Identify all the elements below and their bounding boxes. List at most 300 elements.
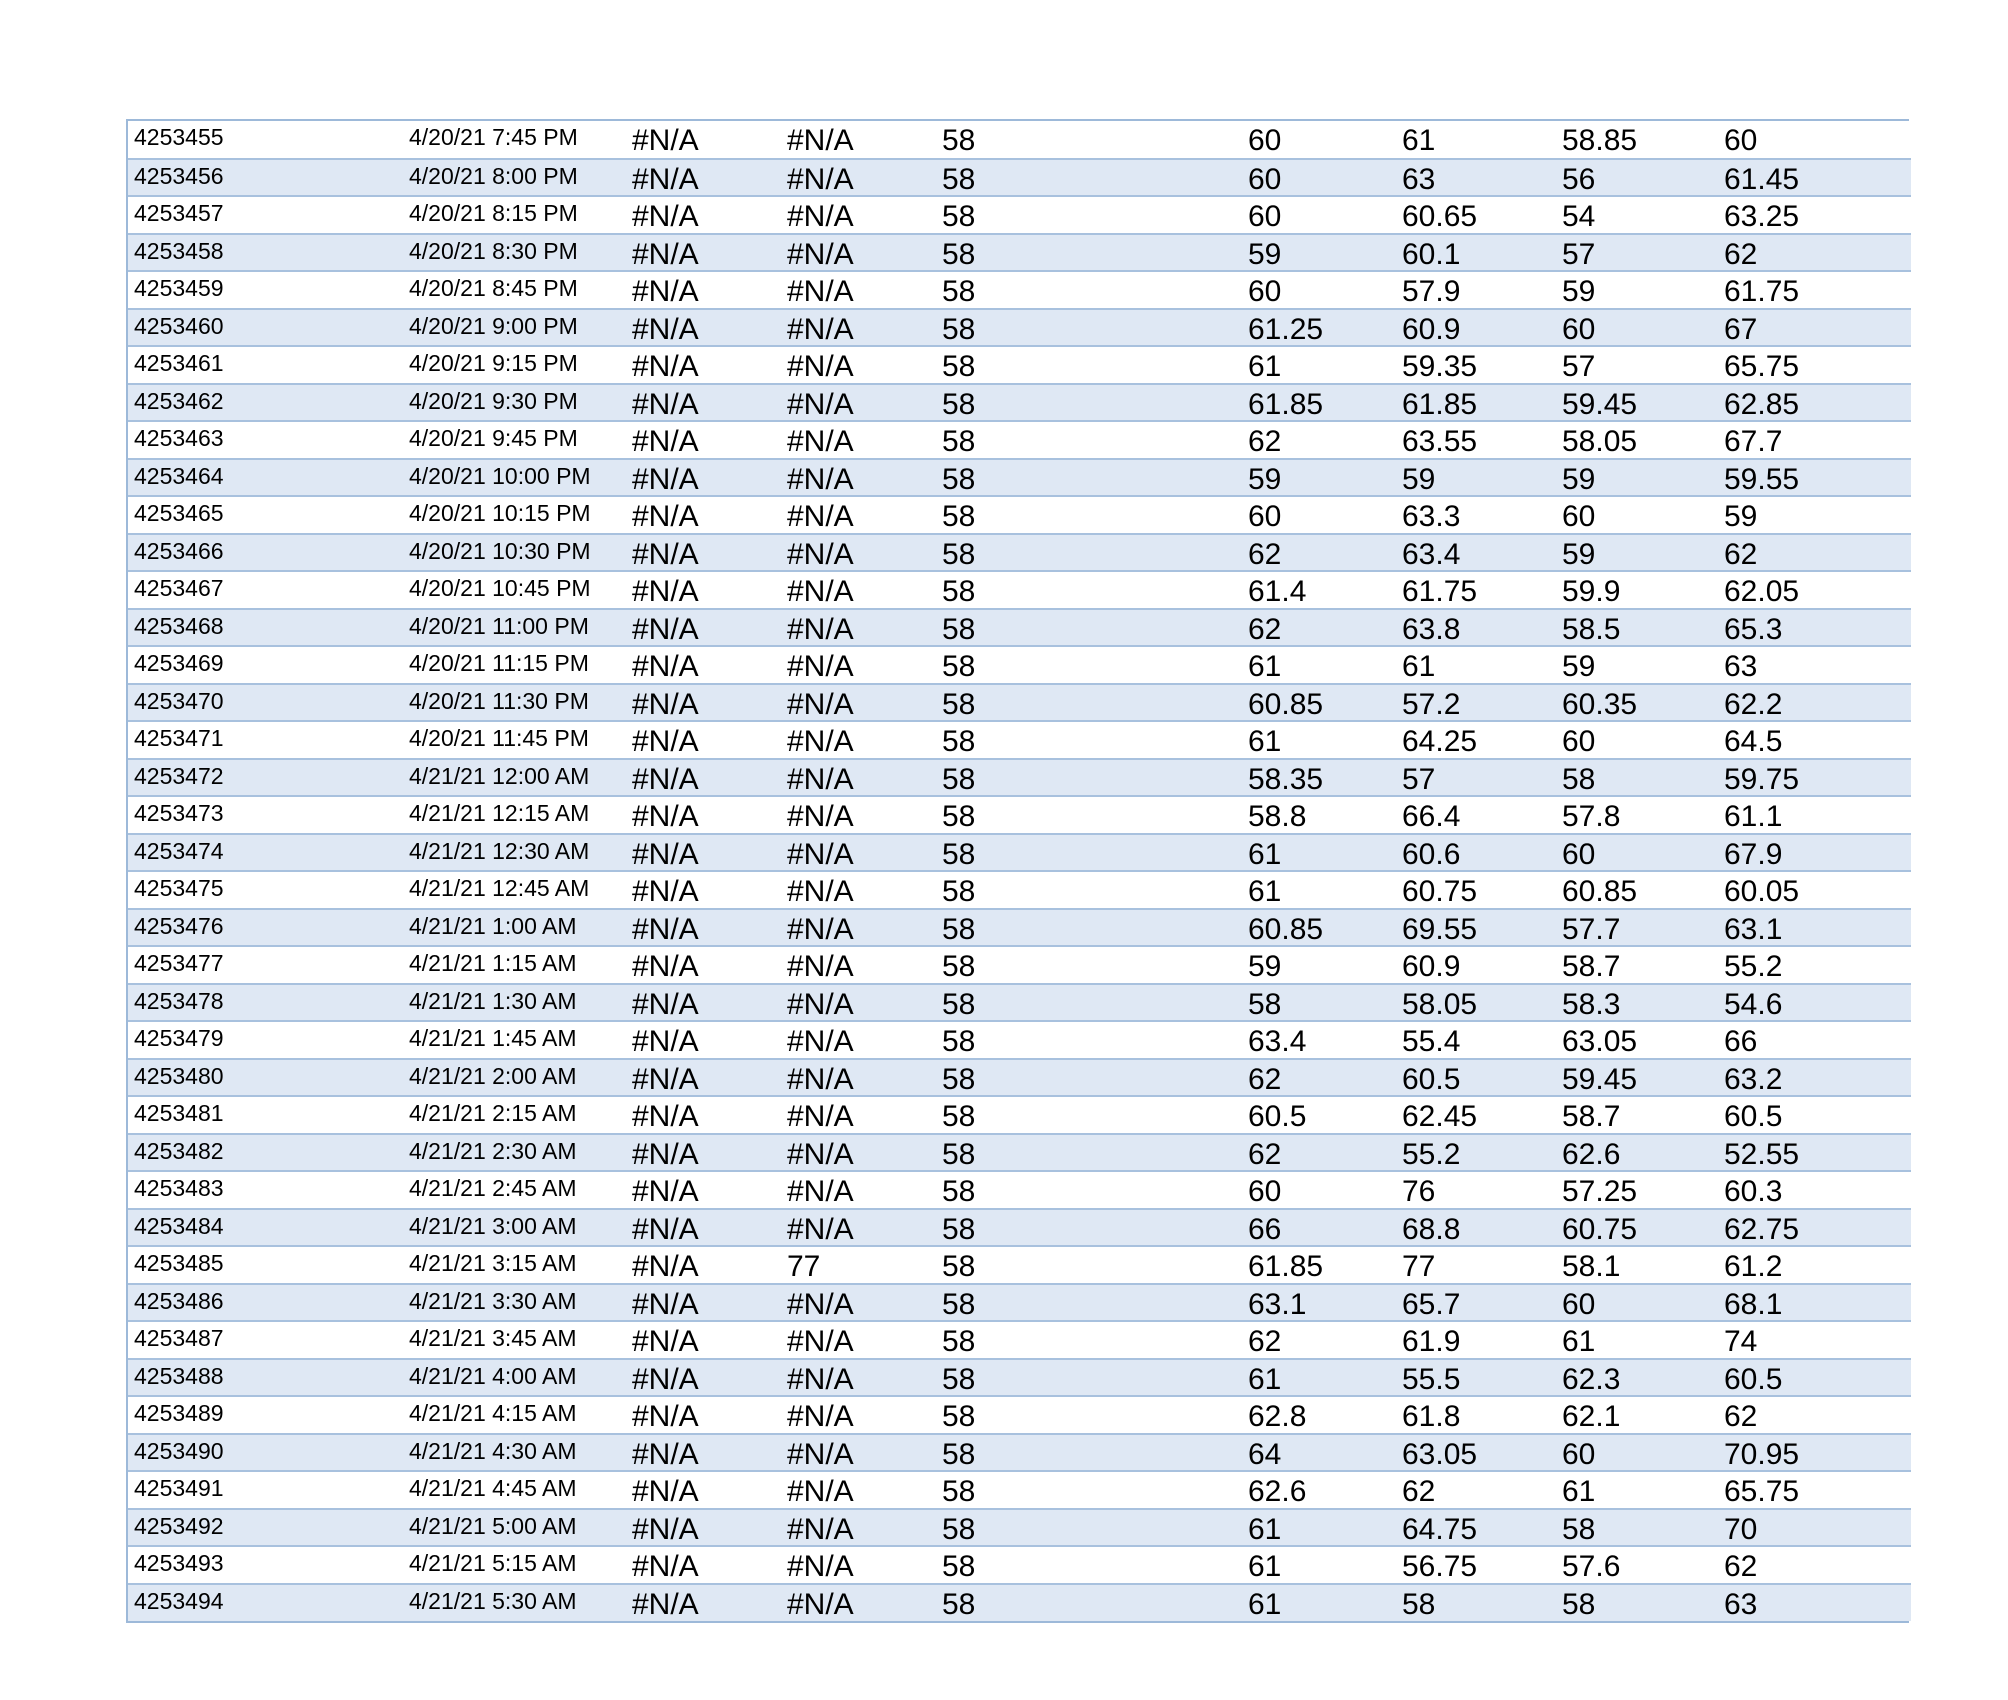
col-f-cell[interactable]: 61 [1556, 1321, 1718, 1359]
col-c-cell[interactable]: 58 [936, 1059, 1242, 1097]
col-g-cell[interactable]: 65.75 [1718, 346, 1911, 384]
col-d-cell[interactable]: 62.8 [1242, 1396, 1396, 1434]
col-g-cell[interactable]: 65.75 [1718, 1471, 1911, 1509]
col-a-cell[interactable]: #N/A [626, 834, 781, 872]
col-c-cell[interactable]: 58 [936, 271, 1242, 309]
record-id-cell[interactable]: 4253470 [128, 684, 403, 722]
timestamp-cell[interactable]: 4/21/21 12:00 AM [403, 759, 626, 797]
col-b-cell[interactable]: #N/A [781, 871, 936, 909]
timestamp-cell[interactable]: 4/20/21 8:30 PM [403, 234, 626, 272]
col-a-cell[interactable]: #N/A [626, 1584, 781, 1622]
col-a-cell[interactable]: #N/A [626, 1096, 781, 1134]
timestamp-cell[interactable]: 4/21/21 3:45 AM [403, 1321, 626, 1359]
col-e-cell[interactable]: 61.9 [1396, 1321, 1556, 1359]
col-g-cell[interactable]: 70 [1718, 1509, 1911, 1547]
record-id-cell[interactable]: 4253469 [128, 646, 403, 684]
col-c-cell[interactable]: 58 [936, 1359, 1242, 1397]
col-e-cell[interactable]: 60.65 [1396, 196, 1556, 234]
col-b-cell[interactable]: #N/A [781, 1134, 936, 1172]
timestamp-cell[interactable]: 4/20/21 11:45 PM [403, 721, 626, 759]
col-g-cell[interactable]: 70.95 [1718, 1434, 1911, 1472]
col-e-cell[interactable]: 64.25 [1396, 721, 1556, 759]
col-f-cell[interactable]: 60.85 [1556, 871, 1718, 909]
col-e-cell[interactable]: 62 [1396, 1471, 1556, 1509]
col-f-cell[interactable]: 57 [1556, 234, 1718, 272]
col-c-cell[interactable]: 58 [936, 1171, 1242, 1209]
col-g-cell[interactable]: 61.75 [1718, 271, 1911, 309]
col-g-cell[interactable]: 62 [1718, 534, 1911, 572]
col-a-cell[interactable]: #N/A [626, 1434, 781, 1472]
col-b-cell[interactable]: #N/A [781, 1321, 936, 1359]
record-id-cell[interactable]: 4253480 [128, 1059, 403, 1097]
col-g-cell[interactable]: 54.6 [1718, 984, 1911, 1022]
col-f-cell[interactable]: 62.1 [1556, 1396, 1718, 1434]
col-a-cell[interactable]: #N/A [626, 646, 781, 684]
timestamp-cell[interactable]: 4/21/21 2:45 AM [403, 1171, 626, 1209]
col-g-cell[interactable]: 60 [1718, 121, 1911, 159]
col-a-cell[interactable]: #N/A [626, 234, 781, 272]
col-d-cell[interactable]: 61 [1242, 1546, 1396, 1584]
col-a-cell[interactable]: #N/A [626, 196, 781, 234]
col-g-cell[interactable]: 62.2 [1718, 684, 1911, 722]
col-b-cell[interactable]: #N/A [781, 421, 936, 459]
col-c-cell[interactable]: 58 [936, 1284, 1242, 1322]
col-b-cell[interactable]: #N/A [781, 121, 936, 159]
record-id-cell[interactable]: 4253459 [128, 271, 403, 309]
col-b-cell[interactable]: #N/A [781, 1584, 936, 1622]
timestamp-cell[interactable]: 4/20/21 8:00 PM [403, 159, 626, 197]
col-a-cell[interactable]: #N/A [626, 984, 781, 1022]
col-b-cell[interactable]: #N/A [781, 1021, 936, 1059]
col-g-cell[interactable]: 61.2 [1718, 1246, 1911, 1284]
col-e-cell[interactable]: 63.3 [1396, 496, 1556, 534]
col-b-cell[interactable]: #N/A [781, 946, 936, 984]
timestamp-cell[interactable]: 4/20/21 8:45 PM [403, 271, 626, 309]
col-b-cell[interactable]: #N/A [781, 1096, 936, 1134]
record-id-cell[interactable]: 4253493 [128, 1546, 403, 1584]
col-a-cell[interactable]: #N/A [626, 1021, 781, 1059]
col-a-cell[interactable]: #N/A [626, 1134, 781, 1172]
record-id-cell[interactable]: 4253488 [128, 1359, 403, 1397]
col-g-cell[interactable]: 62.75 [1718, 1209, 1911, 1247]
col-c-cell[interactable]: 58 [936, 1434, 1242, 1472]
col-d-cell[interactable]: 61.85 [1242, 384, 1396, 422]
col-b-cell[interactable]: #N/A [781, 796, 936, 834]
col-f-cell[interactable]: 58 [1556, 1584, 1718, 1622]
col-g-cell[interactable]: 68.1 [1718, 1284, 1911, 1322]
col-e-cell[interactable]: 56.75 [1396, 1546, 1556, 1584]
col-a-cell[interactable]: #N/A [626, 684, 781, 722]
col-c-cell[interactable]: 58 [936, 1396, 1242, 1434]
col-g-cell[interactable]: 63 [1718, 1584, 1911, 1622]
record-id-cell[interactable]: 4253465 [128, 496, 403, 534]
col-a-cell[interactable]: #N/A [626, 759, 781, 797]
col-c-cell[interactable]: 58 [936, 684, 1242, 722]
record-id-cell[interactable]: 4253486 [128, 1284, 403, 1322]
col-a-cell[interactable]: #N/A [626, 121, 781, 159]
timestamp-cell[interactable]: 4/21/21 12:15 AM [403, 796, 626, 834]
col-d-cell[interactable]: 64 [1242, 1434, 1396, 1472]
col-a-cell[interactable]: #N/A [626, 346, 781, 384]
record-id-cell[interactable]: 4253467 [128, 571, 403, 609]
col-f-cell[interactable]: 58.7 [1556, 946, 1718, 984]
record-id-cell[interactable]: 4253468 [128, 609, 403, 647]
col-f-cell[interactable]: 57.8 [1556, 796, 1718, 834]
col-a-cell[interactable]: #N/A [626, 1546, 781, 1584]
timestamp-cell[interactable]: 4/21/21 1:30 AM [403, 984, 626, 1022]
col-b-cell[interactable]: #N/A [781, 234, 936, 272]
col-f-cell[interactable]: 58.05 [1556, 421, 1718, 459]
col-b-cell[interactable]: #N/A [781, 1546, 936, 1584]
col-b-cell[interactable]: #N/A [781, 609, 936, 647]
col-g-cell[interactable]: 60.3 [1718, 1171, 1911, 1209]
col-e-cell[interactable]: 55.5 [1396, 1359, 1556, 1397]
col-f-cell[interactable]: 59 [1556, 459, 1718, 497]
col-f-cell[interactable]: 60.35 [1556, 684, 1718, 722]
col-f-cell[interactable]: 60 [1556, 496, 1718, 534]
col-c-cell[interactable]: 58 [936, 384, 1242, 422]
col-g-cell[interactable]: 67.9 [1718, 834, 1911, 872]
col-a-cell[interactable]: #N/A [626, 571, 781, 609]
col-e-cell[interactable]: 63 [1396, 159, 1556, 197]
col-f-cell[interactable]: 57.25 [1556, 1171, 1718, 1209]
col-c-cell[interactable]: 58 [936, 609, 1242, 647]
timestamp-cell[interactable]: 4/20/21 9:00 PM [403, 309, 626, 347]
col-e-cell[interactable]: 64.75 [1396, 1509, 1556, 1547]
col-d-cell[interactable]: 60 [1242, 271, 1396, 309]
record-id-cell[interactable]: 4253460 [128, 309, 403, 347]
col-b-cell[interactable]: #N/A [781, 159, 936, 197]
col-e-cell[interactable]: 61 [1396, 646, 1556, 684]
col-c-cell[interactable]: 58 [936, 1021, 1242, 1059]
col-e-cell[interactable]: 58.05 [1396, 984, 1556, 1022]
col-b-cell[interactable]: #N/A [781, 534, 936, 572]
col-e-cell[interactable]: 63.55 [1396, 421, 1556, 459]
col-a-cell[interactable]: #N/A [626, 946, 781, 984]
col-c-cell[interactable]: 58 [936, 946, 1242, 984]
col-e-cell[interactable]: 57 [1396, 759, 1556, 797]
col-a-cell[interactable]: #N/A [626, 159, 781, 197]
col-e-cell[interactable]: 63.05 [1396, 1434, 1556, 1472]
col-e-cell[interactable]: 58 [1396, 1584, 1556, 1622]
col-f-cell[interactable]: 58.3 [1556, 984, 1718, 1022]
col-f-cell[interactable]: 60 [1556, 1284, 1718, 1322]
col-b-cell[interactable]: #N/A [781, 1471, 936, 1509]
col-c-cell[interactable]: 58 [936, 459, 1242, 497]
col-e-cell[interactable]: 61 [1396, 121, 1556, 159]
col-f-cell[interactable]: 61 [1556, 1471, 1718, 1509]
col-c-cell[interactable]: 58 [936, 1096, 1242, 1134]
col-a-cell[interactable]: #N/A [626, 1396, 781, 1434]
record-id-cell[interactable]: 4253484 [128, 1209, 403, 1247]
record-id-cell[interactable]: 4253492 [128, 1509, 403, 1547]
record-id-cell[interactable]: 4253490 [128, 1434, 403, 1472]
col-a-cell[interactable]: #N/A [626, 1059, 781, 1097]
col-d-cell[interactable]: 62 [1242, 609, 1396, 647]
col-e-cell[interactable]: 57.2 [1396, 684, 1556, 722]
col-f-cell[interactable]: 58.7 [1556, 1096, 1718, 1134]
timestamp-cell[interactable]: 4/20/21 9:15 PM [403, 346, 626, 384]
col-g-cell[interactable]: 67.7 [1718, 421, 1911, 459]
col-e-cell[interactable]: 55.4 [1396, 1021, 1556, 1059]
col-e-cell[interactable]: 63.8 [1396, 609, 1556, 647]
col-e-cell[interactable]: 66.4 [1396, 796, 1556, 834]
col-g-cell[interactable]: 55.2 [1718, 946, 1911, 984]
timestamp-cell[interactable]: 4/21/21 12:30 AM [403, 834, 626, 872]
col-d-cell[interactable]: 62 [1242, 421, 1396, 459]
col-g-cell[interactable]: 59.55 [1718, 459, 1911, 497]
col-f-cell[interactable]: 62.6 [1556, 1134, 1718, 1172]
col-e-cell[interactable]: 59.35 [1396, 346, 1556, 384]
col-d-cell[interactable]: 60 [1242, 121, 1396, 159]
col-d-cell[interactable]: 61.25 [1242, 309, 1396, 347]
col-c-cell[interactable]: 58 [936, 796, 1242, 834]
record-id-cell[interactable]: 4253456 [128, 159, 403, 197]
col-g-cell[interactable]: 60.05 [1718, 871, 1911, 909]
col-e-cell[interactable]: 68.8 [1396, 1209, 1556, 1247]
col-b-cell[interactable]: #N/A [781, 571, 936, 609]
col-b-cell[interactable]: #N/A [781, 384, 936, 422]
col-e-cell[interactable]: 60.75 [1396, 871, 1556, 909]
col-d-cell[interactable]: 58.35 [1242, 759, 1396, 797]
col-c-cell[interactable]: 58 [936, 909, 1242, 947]
col-g-cell[interactable]: 61.45 [1718, 159, 1911, 197]
timestamp-cell[interactable]: 4/20/21 10:15 PM [403, 496, 626, 534]
col-c-cell[interactable]: 58 [936, 1209, 1242, 1247]
record-id-cell[interactable]: 4253477 [128, 946, 403, 984]
col-a-cell[interactable]: #N/A [626, 1284, 781, 1322]
col-f-cell[interactable]: 58 [1556, 1509, 1718, 1547]
col-f-cell[interactable]: 59.45 [1556, 384, 1718, 422]
record-id-cell[interactable]: 4253466 [128, 534, 403, 572]
col-c-cell[interactable]: 58 [936, 309, 1242, 347]
col-d-cell[interactable]: 62 [1242, 1134, 1396, 1172]
col-a-cell[interactable]: #N/A [626, 496, 781, 534]
col-b-cell[interactable]: #N/A [781, 1509, 936, 1547]
col-a-cell[interactable]: #N/A [626, 909, 781, 947]
col-c-cell[interactable]: 58 [936, 1134, 1242, 1172]
col-f-cell[interactable]: 60 [1556, 834, 1718, 872]
timestamp-cell[interactable]: 4/21/21 5:00 AM [403, 1509, 626, 1547]
record-id-cell[interactable]: 4253464 [128, 459, 403, 497]
timestamp-cell[interactable]: 4/21/21 4:00 AM [403, 1359, 626, 1397]
timestamp-cell[interactable]: 4/21/21 1:15 AM [403, 946, 626, 984]
timestamp-cell[interactable]: 4/20/21 10:45 PM [403, 571, 626, 609]
col-c-cell[interactable]: 58 [936, 421, 1242, 459]
col-g-cell[interactable]: 63.25 [1718, 196, 1911, 234]
col-c-cell[interactable]: 58 [936, 196, 1242, 234]
record-id-cell[interactable]: 4253463 [128, 421, 403, 459]
col-a-cell[interactable]: #N/A [626, 421, 781, 459]
col-c-cell[interactable]: 58 [936, 721, 1242, 759]
col-c-cell[interactable]: 58 [936, 571, 1242, 609]
record-id-cell[interactable]: 4253462 [128, 384, 403, 422]
col-b-cell[interactable]: #N/A [781, 909, 936, 947]
record-id-cell[interactable]: 4253485 [128, 1246, 403, 1284]
col-d-cell[interactable]: 60.85 [1242, 909, 1396, 947]
col-c-cell[interactable]: 58 [936, 1471, 1242, 1509]
col-a-cell[interactable]: #N/A [626, 534, 781, 572]
col-d-cell[interactable]: 60 [1242, 196, 1396, 234]
col-e-cell[interactable]: 61.85 [1396, 384, 1556, 422]
col-g-cell[interactable]: 59.75 [1718, 759, 1911, 797]
col-e-cell[interactable]: 61.8 [1396, 1396, 1556, 1434]
col-b-cell[interactable]: #N/A [781, 346, 936, 384]
col-f-cell[interactable]: 56 [1556, 159, 1718, 197]
col-a-cell[interactable]: #N/A [626, 871, 781, 909]
timestamp-cell[interactable]: 4/21/21 12:45 AM [403, 871, 626, 909]
col-d-cell[interactable]: 59 [1242, 234, 1396, 272]
record-id-cell[interactable]: 4253481 [128, 1096, 403, 1134]
col-a-cell[interactable]: #N/A [626, 1509, 781, 1547]
col-c-cell[interactable]: 58 [936, 1246, 1242, 1284]
col-f-cell[interactable]: 60.75 [1556, 1209, 1718, 1247]
col-c-cell[interactable]: 58 [936, 346, 1242, 384]
col-g-cell[interactable]: 62 [1718, 1546, 1911, 1584]
col-e-cell[interactable]: 60.1 [1396, 234, 1556, 272]
col-d-cell[interactable]: 59 [1242, 459, 1396, 497]
col-g-cell[interactable]: 65.3 [1718, 609, 1911, 647]
col-g-cell[interactable]: 63 [1718, 646, 1911, 684]
col-c-cell[interactable]: 58 [936, 534, 1242, 572]
record-id-cell[interactable]: 4253489 [128, 1396, 403, 1434]
record-id-cell[interactable]: 4253474 [128, 834, 403, 872]
record-id-cell[interactable]: 4253473 [128, 796, 403, 834]
col-g-cell[interactable]: 60.5 [1718, 1096, 1911, 1134]
col-a-cell[interactable]: #N/A [626, 609, 781, 647]
timestamp-cell[interactable]: 4/20/21 11:30 PM [403, 684, 626, 722]
col-b-cell[interactable]: #N/A [781, 271, 936, 309]
col-d-cell[interactable]: 61 [1242, 1509, 1396, 1547]
col-a-cell[interactable]: #N/A [626, 796, 781, 834]
col-c-cell[interactable]: 58 [936, 1584, 1242, 1622]
col-f-cell[interactable]: 58.1 [1556, 1246, 1718, 1284]
col-g-cell[interactable]: 61.1 [1718, 796, 1911, 834]
col-e-cell[interactable]: 76 [1396, 1171, 1556, 1209]
col-d-cell[interactable]: 60 [1242, 1171, 1396, 1209]
col-c-cell[interactable]: 58 [936, 159, 1242, 197]
col-c-cell[interactable]: 58 [936, 1321, 1242, 1359]
timestamp-cell[interactable]: 4/20/21 11:00 PM [403, 609, 626, 647]
col-d-cell[interactable]: 61.4 [1242, 571, 1396, 609]
col-g-cell[interactable]: 63.2 [1718, 1059, 1911, 1097]
col-f-cell[interactable]: 60 [1556, 1434, 1718, 1472]
timestamp-cell[interactable]: 4/20/21 10:30 PM [403, 534, 626, 572]
col-d-cell[interactable]: 61 [1242, 721, 1396, 759]
col-c-cell[interactable]: 58 [936, 234, 1242, 272]
col-g-cell[interactable]: 64.5 [1718, 721, 1911, 759]
col-e-cell[interactable]: 60.9 [1396, 309, 1556, 347]
col-f-cell[interactable]: 59 [1556, 271, 1718, 309]
col-g-cell[interactable]: 62 [1718, 234, 1911, 272]
col-a-cell[interactable]: #N/A [626, 1359, 781, 1397]
col-b-cell[interactable]: #N/A [781, 459, 936, 497]
col-d-cell[interactable]: 61 [1242, 346, 1396, 384]
record-id-cell[interactable]: 4253487 [128, 1321, 403, 1359]
col-d-cell[interactable]: 58 [1242, 984, 1396, 1022]
col-e-cell[interactable]: 61.75 [1396, 571, 1556, 609]
col-d-cell[interactable]: 62 [1242, 1321, 1396, 1359]
col-g-cell[interactable]: 59 [1718, 496, 1911, 534]
timestamp-cell[interactable]: 4/21/21 5:15 AM [403, 1546, 626, 1584]
col-b-cell[interactable]: #N/A [781, 1059, 936, 1097]
col-g-cell[interactable]: 74 [1718, 1321, 1911, 1359]
record-id-cell[interactable]: 4253483 [128, 1171, 403, 1209]
col-b-cell[interactable]: #N/A [781, 684, 936, 722]
col-a-cell[interactable]: #N/A [626, 384, 781, 422]
col-b-cell[interactable]: #N/A [781, 984, 936, 1022]
col-a-cell[interactable]: #N/A [626, 1321, 781, 1359]
col-f-cell[interactable]: 57 [1556, 346, 1718, 384]
col-f-cell[interactable]: 57.7 [1556, 909, 1718, 947]
timestamp-cell[interactable]: 4/21/21 3:30 AM [403, 1284, 626, 1322]
col-g-cell[interactable]: 62.85 [1718, 384, 1911, 422]
col-e-cell[interactable]: 65.7 [1396, 1284, 1556, 1322]
col-d-cell[interactable]: 60 [1242, 496, 1396, 534]
record-id-cell[interactable]: 4253461 [128, 346, 403, 384]
col-a-cell[interactable]: #N/A [626, 1246, 781, 1284]
col-d-cell[interactable]: 62 [1242, 534, 1396, 572]
col-c-cell[interactable]: 58 [936, 759, 1242, 797]
timestamp-cell[interactable]: 4/20/21 9:30 PM [403, 384, 626, 422]
col-d-cell[interactable]: 63.4 [1242, 1021, 1396, 1059]
timestamp-cell[interactable]: 4/21/21 4:15 AM [403, 1396, 626, 1434]
record-id-cell[interactable]: 4253475 [128, 871, 403, 909]
col-c-cell[interactable]: 58 [936, 496, 1242, 534]
timestamp-cell[interactable]: 4/20/21 9:45 PM [403, 421, 626, 459]
col-d-cell[interactable]: 58.8 [1242, 796, 1396, 834]
col-f-cell[interactable]: 59 [1556, 646, 1718, 684]
col-g-cell[interactable]: 52.55 [1718, 1134, 1911, 1172]
record-id-cell[interactable]: 4253479 [128, 1021, 403, 1059]
record-id-cell[interactable]: 4253494 [128, 1584, 403, 1622]
col-b-cell[interactable]: #N/A [781, 1396, 936, 1434]
col-e-cell[interactable]: 60.6 [1396, 834, 1556, 872]
timestamp-cell[interactable]: 4/21/21 2:15 AM [403, 1096, 626, 1134]
col-f-cell[interactable]: 58.85 [1556, 121, 1718, 159]
timestamp-cell[interactable]: 4/21/21 5:30 AM [403, 1584, 626, 1622]
col-c-cell[interactable]: 58 [936, 1546, 1242, 1584]
col-c-cell[interactable]: 58 [936, 871, 1242, 909]
col-d-cell[interactable]: 62.6 [1242, 1471, 1396, 1509]
record-id-cell[interactable]: 4253458 [128, 234, 403, 272]
col-e-cell[interactable]: 59 [1396, 459, 1556, 497]
col-a-cell[interactable]: #N/A [626, 271, 781, 309]
col-a-cell[interactable]: #N/A [626, 1209, 781, 1247]
timestamp-cell[interactable]: 4/21/21 3:00 AM [403, 1209, 626, 1247]
col-d-cell[interactable]: 61 [1242, 1359, 1396, 1397]
col-g-cell[interactable]: 63.1 [1718, 909, 1911, 947]
col-e-cell[interactable]: 57.9 [1396, 271, 1556, 309]
col-d-cell[interactable]: 61 [1242, 871, 1396, 909]
col-f-cell[interactable]: 59.9 [1556, 571, 1718, 609]
timestamp-cell[interactable]: 4/21/21 4:30 AM [403, 1434, 626, 1472]
col-f-cell[interactable]: 59 [1556, 534, 1718, 572]
col-e-cell[interactable]: 55.2 [1396, 1134, 1556, 1172]
col-a-cell[interactable]: #N/A [626, 721, 781, 759]
col-b-cell[interactable]: #N/A [781, 759, 936, 797]
col-c-cell[interactable]: 58 [936, 984, 1242, 1022]
timestamp-cell[interactable]: 4/21/21 2:00 AM [403, 1059, 626, 1097]
col-d-cell[interactable]: 62 [1242, 1059, 1396, 1097]
col-b-cell[interactable]: 77 [781, 1246, 936, 1284]
col-f-cell[interactable]: 57.6 [1556, 1546, 1718, 1584]
col-d-cell[interactable]: 61 [1242, 646, 1396, 684]
col-e-cell[interactable]: 62.45 [1396, 1096, 1556, 1134]
timestamp-cell[interactable]: 4/21/21 1:00 AM [403, 909, 626, 947]
col-g-cell[interactable]: 62.05 [1718, 571, 1911, 609]
col-d-cell[interactable]: 59 [1242, 946, 1396, 984]
